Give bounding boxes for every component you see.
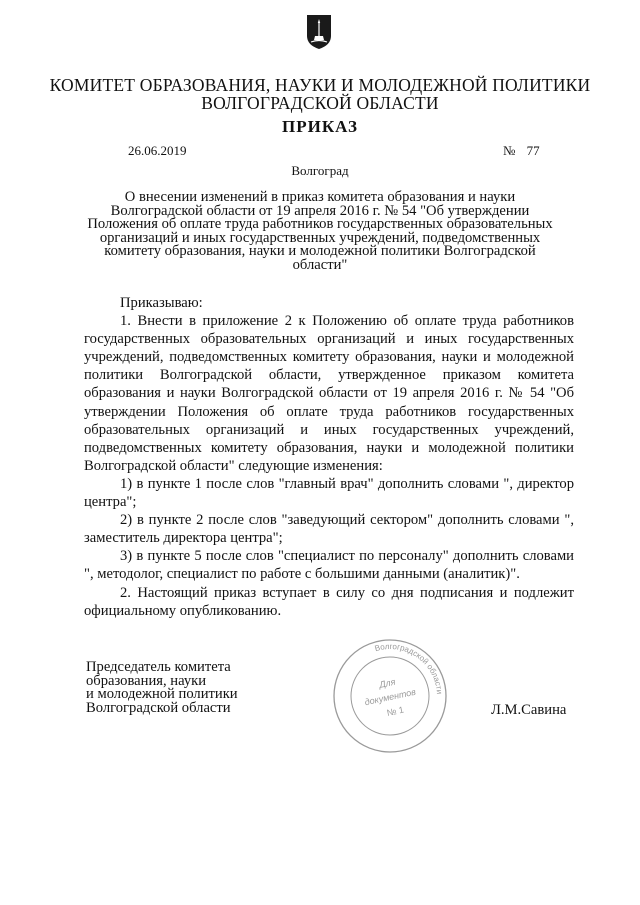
body-paragraph: 2. Настоящий приказ вступает в силу со дня подписания и подлежит официальному опубликованию. [84, 584, 574, 619]
volgograd-emblem-icon [306, 14, 332, 50]
body-paragraph: 2) в пункте 2 после слов "заведующий сектором" дополнить словами ", заместитель директора центра"; [84, 512, 574, 547]
document-city: Волгоград [291, 163, 349, 178]
title-line: области" [292, 256, 348, 273]
title-line: организаций и иных государственных учреждений, подведомственных [99, 229, 541, 246]
official-stamp [330, 637, 450, 755]
document-type: ПРИКАЗ [282, 117, 358, 136]
stamp-center-text: документов [363, 686, 417, 708]
document-number: № 77 [503, 143, 540, 158]
document-title [80, 191, 560, 273]
signer-position-line: и молодежной политики [86, 686, 238, 702]
signer-position-line: образования, науки [86, 672, 207, 689]
stamp-ring-text: Волгоградской области [373, 641, 444, 695]
signer-position-line: Председатель комитета [86, 659, 231, 675]
signer-position [86, 661, 326, 715]
title-line: комитету образования, науки и молодежной политики Волгоградской [104, 243, 536, 260]
committee-name [40, 76, 600, 112]
document-body [84, 294, 574, 620]
title-line: Положения об оплате труда работников государственных образовательных [87, 216, 553, 233]
body-paragraph: 1) в пункте 1 после слов "главный врач" дополнить словами ", директор центра"; [84, 475, 574, 511]
signer-name: Л.М.Савина [491, 702, 567, 718]
committee-line: КОМИТЕТ ОБРАЗОВАНИЯ, НАУКИ И МОЛОДЕЖНОЙ ПОЛИТИКИ [49, 75, 591, 95]
committee-line: ВОЛГОГРАДСКОЙ ОБЛАСТИ [201, 93, 439, 113]
stamp-center-text: Для [378, 676, 397, 690]
title-line: О внесении изменений в приказ комитета образования и науки [124, 189, 516, 205]
body-paragraph: 3) в пункте 5 после слов "специалист по персоналу" дополнить словами ", методолог, специалист по работе с большими данными (аналитик)". [84, 548, 574, 583]
signer-position-line: Волгоградской области [86, 699, 231, 716]
stamp-center-text: № 1 [385, 704, 405, 718]
body-paragraph: 1. Внести в приложение 2 к Положению об оплате труда работников государственных образовательных организаций и иных государственных учреждений, подведомственных комитету образования, науки и молодежной политики Волгоградской области, утвержденное приказом комитета образования и науки Волгоградской области от 19 апреля 2016 г. № 54 "Об утверждении Положения об оплате труда работников государственных образовательных организаций и иных государственных учреждений, подведомственных комитету образования, науки и молодежной политики Волгоградской области" следующие изменения: [84, 313, 574, 474]
title-line: Волгоградской области от 19 апреля 2016 г. № 54 "Об утверждении [110, 202, 530, 219]
document-date: 26.06.2019 [128, 143, 187, 158]
body-lead: Приказываю: [120, 295, 203, 311]
